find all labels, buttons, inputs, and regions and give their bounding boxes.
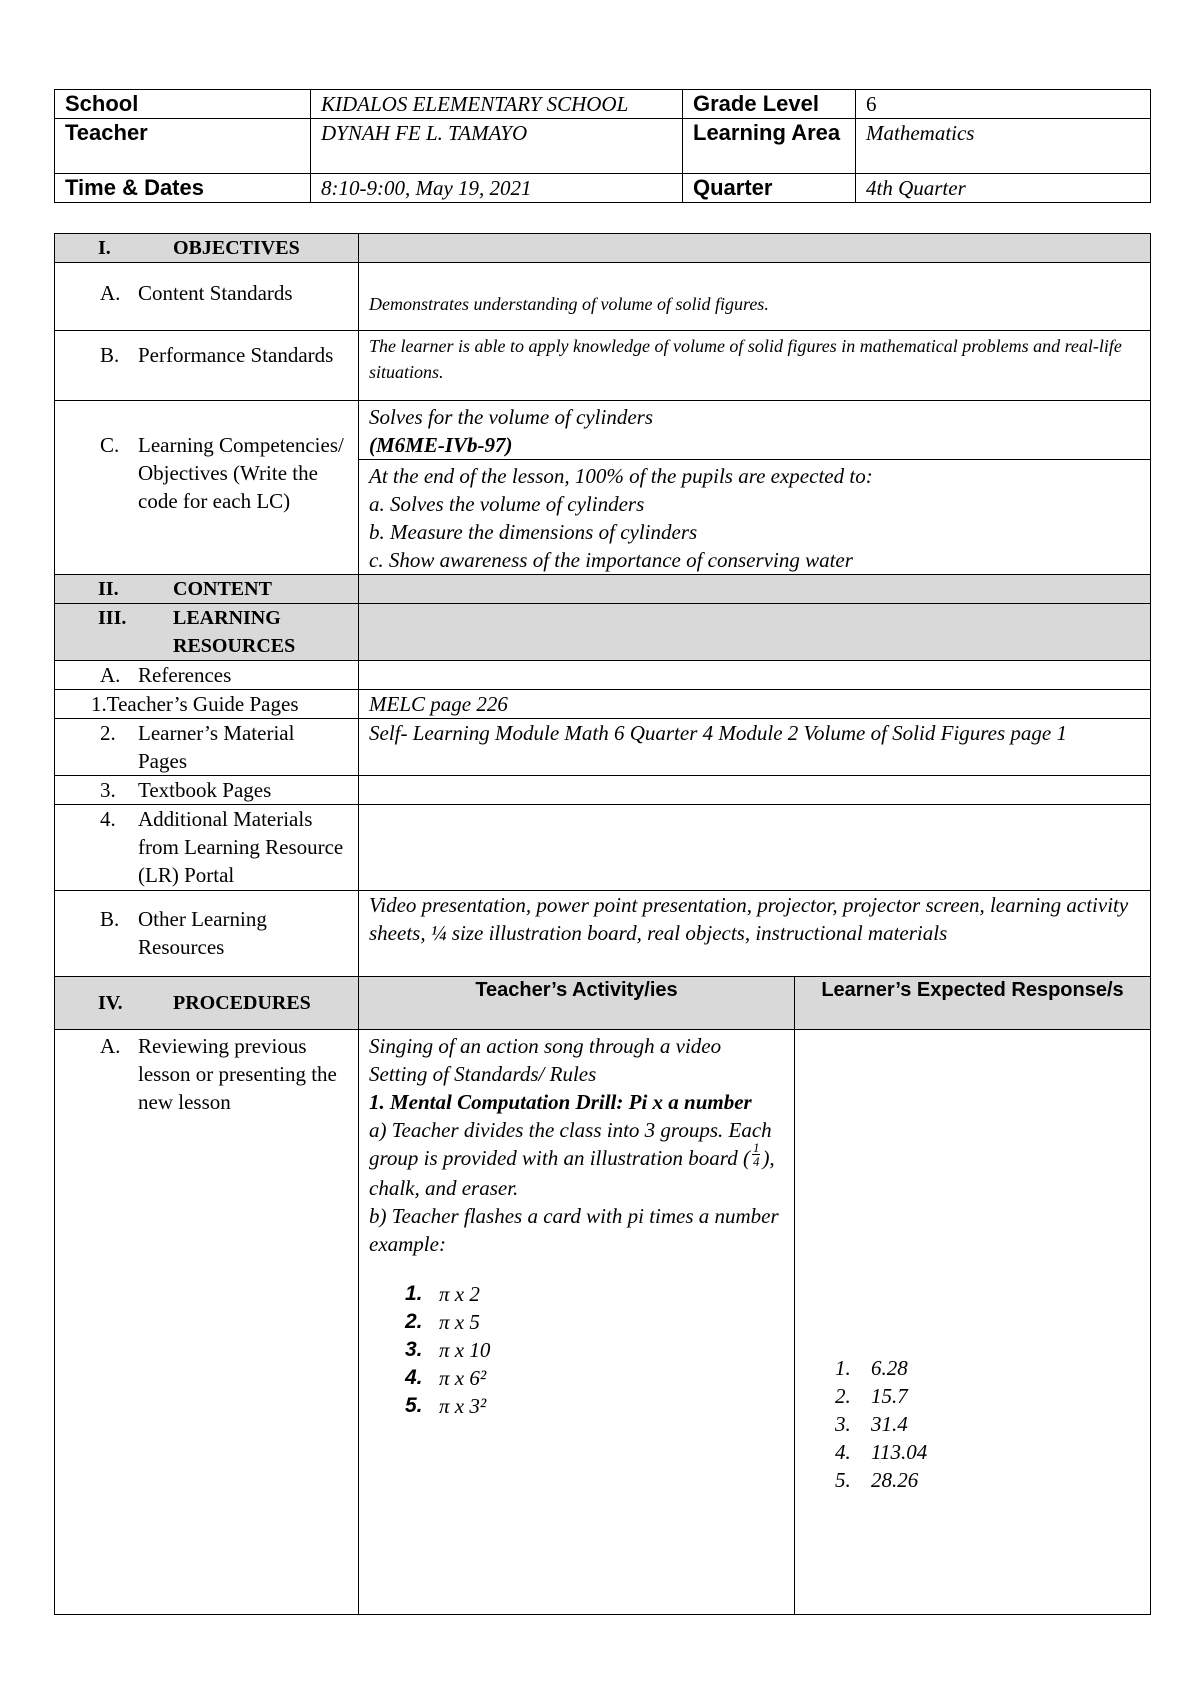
- teachers-guide-label: 1.Teacher’s Guide Pages: [55, 690, 359, 719]
- grade-label: Grade Level: [683, 90, 856, 119]
- competency-code: (M6ME-IVb-97): [369, 433, 513, 457]
- list-item: 4. 113.04: [835, 1440, 928, 1464]
- activity-line: a) Teacher divides the class into 3 groups. Each group is provided with an illustration board ( $\frac{1}{4}$ ), chalk, and eraser.: [369, 1118, 775, 1200]
- school-label: School: [55, 90, 311, 119]
- activity-line: Setting of Standards/ Rules: [369, 1062, 597, 1086]
- other-resources-label: B. Other Learning Resources: [55, 891, 359, 977]
- list-item: 5. π x 3²: [405, 1393, 487, 1418]
- objective-item: a. Solves the volume of cylinders: [369, 492, 645, 516]
- header-table: [54, 89, 1151, 203]
- content-standards-value: Demonstrates understanding of volume of solid figures.: [359, 263, 1151, 331]
- lesson-plan-table: [54, 233, 1151, 1615]
- objectives-list-cell: [359, 460, 1151, 575]
- textbook-value: [359, 776, 1151, 805]
- content-heading: II. CONTENT: [55, 575, 359, 604]
- quarter-fraction: $\frac{1}{4}$: [752, 1139, 760, 1169]
- competency-cell: [359, 401, 1151, 460]
- area-label: Learning Area: [683, 119, 856, 174]
- performance-standards-label: B. Performance Standards: [55, 331, 359, 401]
- list-item: 2. π x 5: [405, 1309, 480, 1334]
- content-standards-label: A. Content Standards: [55, 263, 359, 331]
- additional-materials-value: [359, 805, 1151, 891]
- activity-line: Singing of an action song through a video: [369, 1034, 722, 1058]
- competency-text: Solves for the volume of cylinders: [369, 405, 654, 429]
- teachers-guide-value: MELC page 226: [359, 690, 1151, 719]
- teacher-label: Teacher: [55, 119, 311, 174]
- learning-resources-heading-fill: [359, 604, 1151, 661]
- additional-materials-label: 4. Additional Materials from Learning Resource (LR) Portal: [55, 805, 359, 891]
- references-value: [359, 661, 1151, 690]
- other-resources-value: Video presentation, power point presentation, projector, projector screen, learning activity sheets, ¼ size illustration board, real objects, instructional materials: [359, 891, 1151, 977]
- list-item: 3. π x 10: [405, 1337, 491, 1362]
- list-item: 1. 6.28: [835, 1356, 908, 1380]
- list-item: 3. 31.4: [835, 1412, 908, 1436]
- objectives-heading: I. OBJECTIVES: [55, 234, 359, 263]
- quarter-value: 4th Quarter: [856, 174, 1151, 203]
- area-value: Mathematics: [856, 119, 1151, 174]
- time-value: 8:10-9:00, May 19, 2021: [311, 174, 683, 203]
- teacher-activity-header: Teacher’s Activity/ies: [359, 977, 795, 1030]
- school-value: KIDALOS ELEMENTARY SCHOOL: [311, 90, 683, 119]
- teacher-value: DYNAH FE L. TAMAYO: [311, 119, 683, 174]
- example-label: example:: [369, 1231, 446, 1256]
- textbook-label: 3. Textbook Pages: [55, 776, 359, 805]
- content-heading-fill: [359, 575, 1151, 604]
- learners-material-label: 2. Learner’s Material Pages: [55, 719, 359, 776]
- drill-title: 1. Mental Computation Drill: Pi x a number: [369, 1090, 752, 1114]
- quarter-label: Quarter: [683, 174, 856, 203]
- competencies-label: C. Learning Competencies/ Objectives (Write the code for each LC): [55, 401, 359, 575]
- learner-response-cell: [795, 1030, 1151, 1615]
- grade-value: 6: [856, 90, 1151, 119]
- learner-response-header: Learner’s Expected Response/s: [795, 977, 1151, 1030]
- learners-material-value: Self- Learning Module Math 6 Quarter 4 Module 2 Volume of Solid Figures page 1: [359, 719, 1151, 776]
- objective-item: b. Measure the dimensions of cylinders: [369, 520, 698, 544]
- activity-line: b) Teacher flashes a card with pi times a number: [369, 1203, 779, 1228]
- list-item: 1. π x 2: [405, 1281, 480, 1306]
- list-item: 4. π x 6²: [405, 1365, 487, 1390]
- time-label: Time & Dates: [55, 174, 311, 203]
- procedures-heading: IV. PROCEDURES: [55, 977, 359, 1030]
- learning-resources-heading: III. LEARNING RESOURCES: [55, 604, 359, 661]
- list-item: 5. 28.26: [835, 1468, 919, 1492]
- list-item: 2. 15.7: [835, 1384, 908, 1408]
- objective-item: c. Show awareness of the importance of conserving water: [369, 548, 853, 572]
- teacher-activity-cell: [359, 1030, 795, 1615]
- procedure-a-label: A. Reviewing previous lesson or presenting the new lesson: [55, 1030, 359, 1615]
- objectives-intro: At the end of the lesson, 100% of the pupils are expected to:: [369, 464, 873, 488]
- references-label: A. References: [55, 661, 359, 690]
- pi-problems-list: [369, 1280, 784, 1420]
- performance-standards-value: The learner is able to apply knowledge of volume of solid figures in mathematical problems and real-life situations.: [359, 331, 1151, 401]
- objectives-heading-fill: [359, 234, 1151, 263]
- answers-list: [835, 1354, 927, 1494]
